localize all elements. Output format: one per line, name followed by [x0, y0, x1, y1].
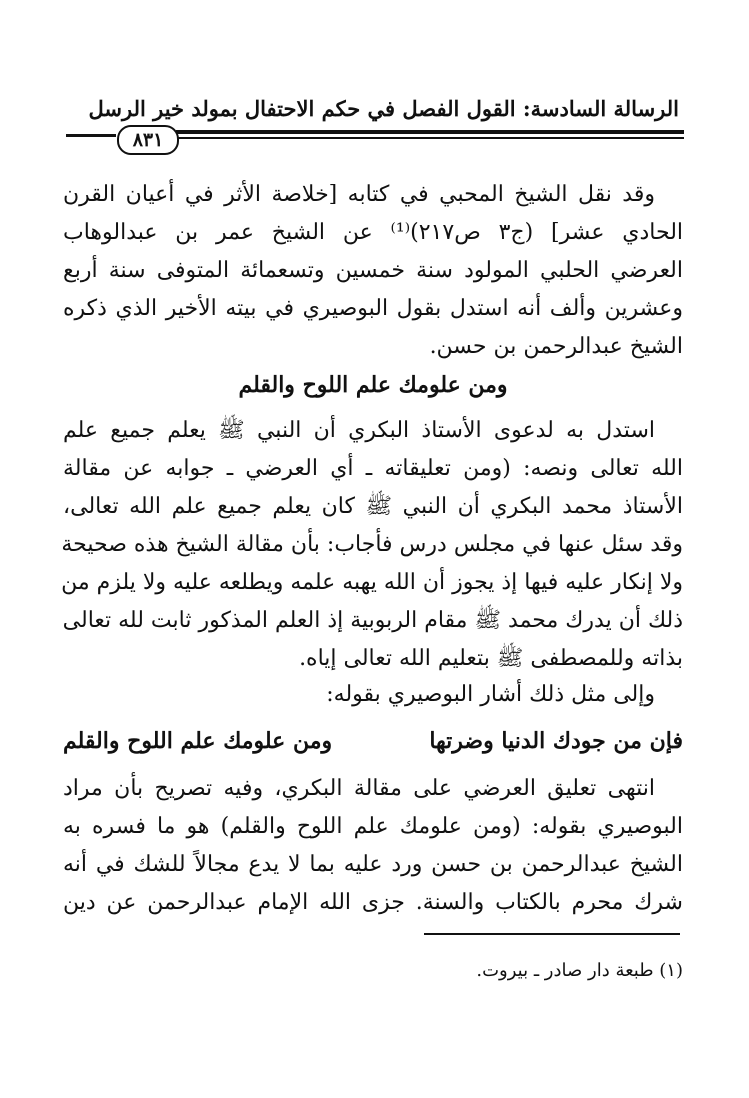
paragraph-1-line-5: الشيخ عبدالرحمن بن حسن.: [429, 334, 683, 359]
paragraph-4-line-1: انتهى تعليق العرضي على مقالة البكري، وفيه تصريح بأن مراد: [63, 776, 655, 801]
footnote-marker: (١): [659, 960, 683, 981]
paragraph-2-line-3: الأستاذ محمد البكري أن النبي ﷺ كان يعلم جميع علم الله تعالى،: [63, 494, 683, 519]
running-header-title: الرسالة السادسة: القول الفصل في حكم الاحتفال بمولد خير الرسل: [88, 96, 679, 121]
verse-first-hemistich: فإن من جودك الدنيا وضرتها: [429, 728, 683, 754]
paragraph-2-line-2: الله تعالى ونصه: (ومن تعليقاته ـ أي العرضي ـ جوابه عن مقالة: [63, 456, 683, 481]
paragraph-1-line-3: العرضي الحلبي المولود سنة خمسين وتسعمائة المتوفى سنة أربع: [63, 258, 683, 283]
poetry-verse: [63, 722, 683, 760]
paragraph-4-line-4: شرك محرم بالكتاب والسنة. جزى الله الإمام عبدالرحمن عن دين: [63, 890, 683, 915]
header-rule-left: [66, 134, 116, 137]
paragraph-2-line-1: استدل به لدعوى الأستاذ البكري أن النبي ﷺ يعلم جميع علم: [63, 418, 655, 443]
section-heading: ومن علومك علم اللوح والقلم: [238, 372, 508, 398]
paragraph-2-line-7: بذاته وللمصطفى ﷺ بتعليم الله تعالى إياه.: [299, 646, 683, 671]
footnote-text: طبعة دار صادر ـ بيروت.: [476, 960, 654, 981]
paragraph-2-line-4: وقد سئل عنها في مجلس درس فأجاب: بأن مقالة الشيخ هذه صحيحة: [61, 532, 683, 557]
paragraph-1-line-1: وقد نقل الشيخ المحبي في كتابه [خلاصة الأثر في أعيان القرن: [63, 182, 655, 207]
paragraph-1-line-2: الحادي عشر] (ج٣ ص٢١٧)⁽¹⁾ عن الشيخ عمر بن عبدالوهاب: [63, 220, 684, 245]
header-rule-right-thin: [176, 137, 684, 139]
page-number: ٨٣١: [117, 125, 179, 155]
paragraph-1-line-4: وعشرين وألف أنه استدل بقول البوصيري في بيته الأخير الذي ذكره: [63, 296, 683, 321]
paragraph-4-line-3: الشيخ عبدالرحمن بن حسن ورد عليه بما لا يدع مجالاً للشك في أنه: [63, 852, 683, 877]
paragraph-2-line-6: ذلك أن يدرك محمد ﷺ مقام الربوبية إذ العلم المذكور ثابت لله تعالى: [62, 608, 683, 633]
paragraph-3: وإلى مثل ذلك أشار البوصيري بقوله:: [326, 682, 655, 707]
verse-second-hemistich: ومن علومك علم اللوح والقلم: [63, 728, 333, 754]
paragraph-4-line-2: البوصيري بقوله: (ومن علومك علم اللوح والقلم) هو ما فسره به: [63, 814, 683, 839]
footnote-separator: [424, 933, 680, 935]
footnote: [63, 960, 683, 981]
header-rule-right: [176, 130, 684, 134]
paragraph-2-line-5: ولا إنكار عليه فيها إذ يجوز أن الله يهبه علمه ويطلعه عليه ولا يلزم من: [61, 570, 683, 595]
